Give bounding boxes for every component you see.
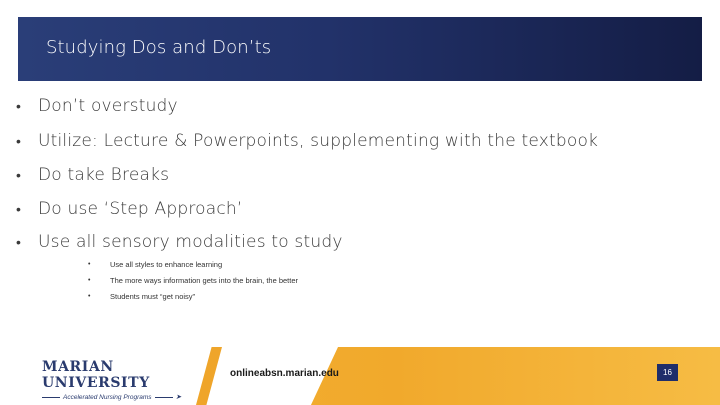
sub-bullet-item (88, 257, 222, 271)
sub-bullet-dot: • (88, 276, 91, 284)
bullet-dot: • (16, 167, 22, 184)
arrow-icon: ➤ (175, 394, 182, 401)
slide-title: Studying Dos and Don’ts (46, 37, 272, 58)
bullet-dot: • (16, 201, 22, 218)
bullet-dot: • (16, 98, 22, 115)
bullet-text: Do take Breaks (38, 165, 170, 185)
sub-bullet-dot: • (88, 292, 91, 300)
bullet-item (16, 94, 178, 118)
logo-wordmark: MARIAN UNIVERSITY (42, 359, 150, 391)
logo-tagline-row (42, 393, 192, 401)
footer-bar (0, 347, 720, 405)
footer-url[interactable]: onlineabsn.marian.edu (230, 368, 339, 379)
bullet-item (16, 129, 598, 153)
bullet-item (16, 230, 343, 254)
sub-bullet-text: Use all styles to enhance learning (110, 259, 223, 269)
page-number-badge: 16 (657, 364, 678, 381)
sub-bullet-text: Students must “get noisy” (110, 291, 196, 301)
logo-rule (155, 397, 173, 398)
bullet-dot: • (16, 133, 22, 150)
sub-bullet-item (88, 289, 195, 303)
bullet-text: Use all sensory modalities to study (38, 232, 343, 252)
bullet-text: Utilize: Lecture & Powerpoints, supplementing with the textbook (38, 131, 599, 151)
bullet-item (16, 163, 169, 187)
bullet-text: Do use ‘Step Approach’ (38, 199, 243, 219)
sub-bullet-dot: • (88, 260, 91, 268)
bullet-dot: • (16, 234, 22, 251)
logo-tagline: Accelerated Nursing Programs (63, 393, 152, 401)
logo-rule (42, 397, 60, 398)
bullet-text: Don’t overstudy (38, 96, 178, 116)
bullet-item (16, 197, 242, 221)
sub-bullet-text: The more ways information gets into the brain, the better (110, 275, 299, 285)
sub-bullet-item (88, 273, 298, 287)
marian-university-logo (42, 359, 192, 401)
